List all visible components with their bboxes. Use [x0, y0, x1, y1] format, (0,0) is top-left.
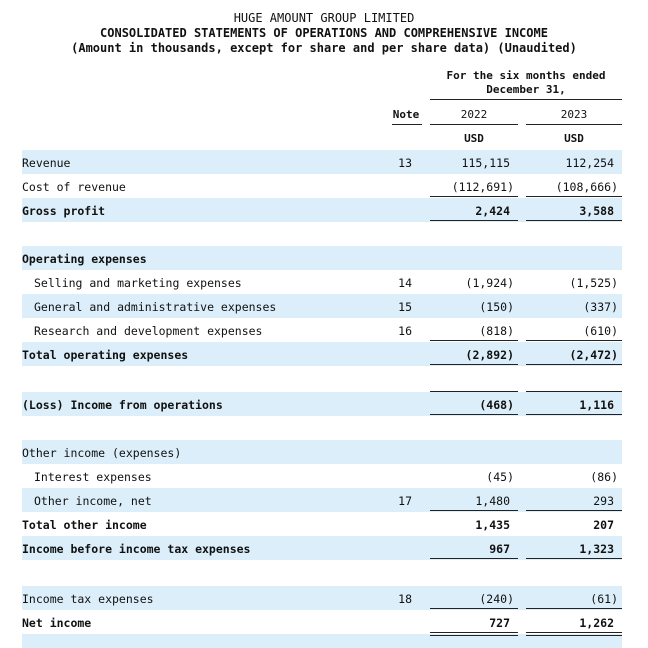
subtotal-rule — [526, 340, 622, 341]
subtotal-rule — [430, 196, 518, 197]
subtotal-rule — [526, 608, 622, 609]
subtotal-rule — [430, 391, 518, 392]
cell-total-other-income-2022: 1,435 — [475, 518, 510, 532]
row-label-total-other-income: Total other income — [22, 518, 147, 532]
double-rule-bottom — [526, 635, 622, 636]
year-2023-underline — [526, 124, 622, 125]
total-rule — [526, 220, 622, 221]
cell-cost-of-revenue-2023: (108,666) — [555, 180, 618, 194]
period-underline — [430, 99, 622, 100]
section-other-income: Other income (expenses) — [22, 446, 182, 460]
period-header-line1: For the six months ended — [446, 69, 606, 82]
row-label-research-development: Research and development expenses — [34, 324, 263, 338]
row-note-selling: 14 — [398, 276, 412, 290]
note-underline — [392, 124, 422, 125]
row-label-selling: Selling and marketing expenses — [34, 276, 242, 290]
cell-income-tax-2023: (61) — [590, 592, 618, 606]
row-note-research-development: 16 — [398, 324, 412, 338]
cell-research-development-2023: (610) — [583, 324, 618, 338]
cell-interest-expenses-2023: (86) — [590, 470, 618, 484]
row-label-cost-of-revenue: Cost of revenue — [22, 180, 126, 194]
row-label-revenue: Revenue — [22, 156, 71, 170]
total-rule — [430, 220, 518, 221]
row-band — [22, 634, 622, 648]
cell-gross-profit-2022: 2,424 — [475, 204, 510, 218]
row-label-gross-profit: Gross profit — [22, 204, 106, 218]
cell-income-from-operations-2023: 1,116 — [579, 398, 614, 412]
cell-total-operating-expenses-2023: (2,472) — [569, 348, 618, 362]
total-rule — [430, 558, 518, 559]
row-label-net-income: Net income — [22, 616, 92, 630]
statement-subtitle: (Amount in thousands, except for share and per share data) (Unaudited) — [71, 41, 577, 55]
cell-general-admin-2023: (337) — [583, 300, 618, 314]
cell-income-before-tax-2022: 967 — [489, 542, 510, 556]
row-label-income-from-operations: (Loss) Income from operations — [22, 398, 223, 412]
total-rule — [430, 414, 518, 415]
cell-other-income-net-2023: 293 — [593, 494, 614, 508]
cell-revenue-2022: 115,115 — [461, 156, 510, 170]
period-header-line2: December 31, — [486, 83, 566, 96]
cell-cost-of-revenue-2022: (112,691) — [451, 180, 514, 194]
statement-title: CONSOLIDATED STATEMENTS OF OPERATIONS AND COMPREHENSIVE INCOME — [100, 26, 548, 40]
cell-total-operating-expenses-2022: (2,892) — [465, 348, 514, 362]
subtotal-rule — [430, 608, 518, 609]
subtotal-rule — [526, 391, 622, 392]
row-label-income-before-tax: Income before income tax expenses — [22, 542, 251, 556]
cell-general-admin-2022: (150) — [479, 300, 514, 314]
total-rule — [526, 414, 622, 415]
company-name: HUGE AMOUNT GROUP LIMITED — [233, 11, 415, 25]
cell-revenue-2023: 112,254 — [565, 156, 614, 170]
note-header: Note — [392, 108, 420, 121]
double-rule-top — [430, 632, 518, 633]
subtotal-rule — [430, 510, 518, 511]
row-note-other-income-net: 17 — [398, 494, 412, 508]
total-rule — [430, 364, 518, 365]
cell-other-income-net-2022: 1,480 — [475, 494, 510, 508]
subtotal-rule — [526, 510, 622, 511]
total-rule — [526, 364, 622, 365]
year-2022-header: 2022 — [460, 108, 488, 121]
row-label-interest-expenses: Interest expenses — [34, 470, 152, 484]
cell-income-before-tax-2023: 1,323 — [579, 542, 614, 556]
double-rule-bottom — [430, 635, 518, 636]
year-2022-underline — [430, 124, 518, 125]
row-note-general-admin: 15 — [398, 300, 412, 314]
year-2023-header: 2023 — [560, 108, 588, 121]
cell-research-development-2022: (818) — [479, 324, 514, 338]
cell-total-other-income-2023: 207 — [593, 518, 614, 532]
subtotal-rule — [430, 340, 518, 341]
row-label-general-admin: General and administrative expenses — [34, 300, 277, 314]
cell-income-tax-2022: (240) — [479, 592, 514, 606]
row-note-revenue: 13 — [398, 156, 412, 170]
double-rule-top — [526, 632, 622, 633]
cell-gross-profit-2023: 3,588 — [579, 204, 614, 218]
row-label-total-operating-expenses: Total operating expenses — [22, 348, 189, 362]
subtotal-rule — [526, 196, 622, 197]
row-note-income-tax: 18 — [398, 592, 412, 606]
cell-net-income-2023: 1,262 — [579, 616, 614, 630]
currency-2022: USD — [464, 132, 484, 145]
cell-net-income-2022: 727 — [489, 616, 510, 630]
cell-interest-expenses-2022: (45) — [486, 470, 514, 484]
cell-selling-2022: (1,924) — [465, 276, 514, 290]
cell-income-from-operations-2022: (468) — [479, 398, 514, 412]
section-operating-expenses: Operating expenses — [22, 252, 147, 266]
total-rule — [526, 558, 622, 559]
cell-selling-2023: (1,525) — [569, 276, 618, 290]
row-label-other-income-net: Other income, net — [34, 494, 152, 508]
currency-2023: USD — [564, 132, 584, 145]
row-label-income-tax: Income tax expenses — [22, 592, 154, 606]
